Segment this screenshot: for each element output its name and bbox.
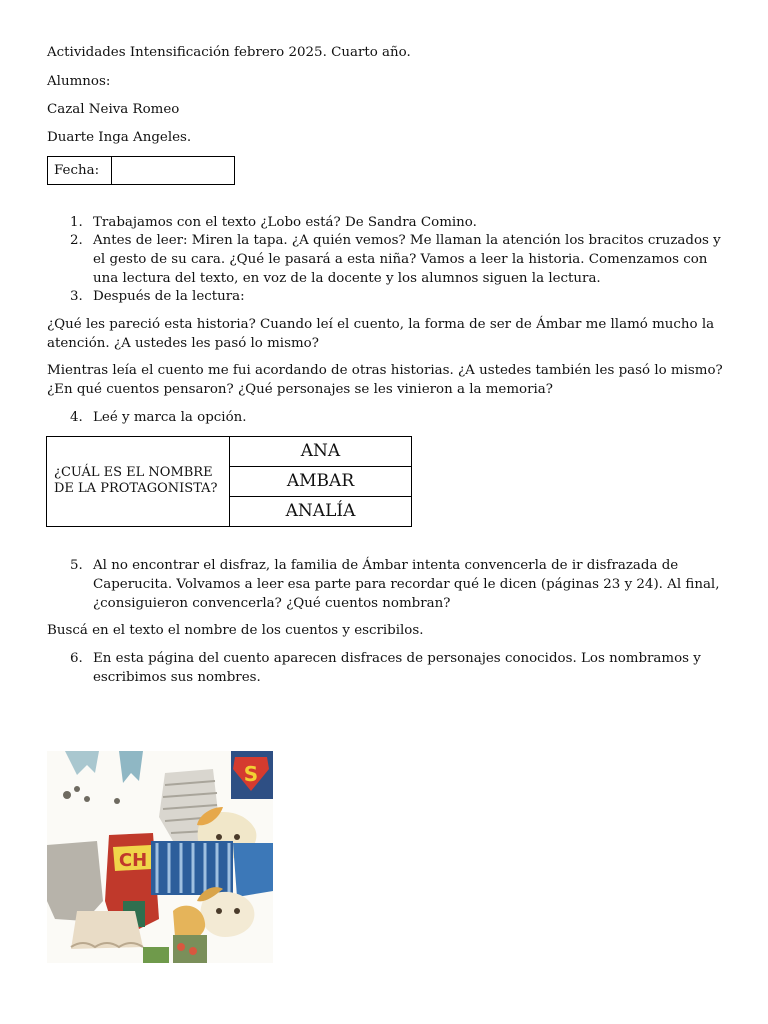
- list-text: Leé y marca la opción.: [93, 410, 247, 425]
- list-number: 1.: [70, 215, 83, 230]
- options-column: [230, 437, 411, 526]
- option-analia[interactable]: ANALÍA: [285, 501, 356, 521]
- list-number: 2.: [70, 233, 83, 248]
- list-text: Al no encontrar el disfraz, la familia de Ámbar intenta convencerla de ir disfrazada de Caperucita. Volvamos a leer esa parte para recordar qué le dicen (páginas 23 y 24). Al final, ¿consiguieron convencerla? ¿Qué cuentos nombran?: [93, 558, 720, 611]
- list-number: 4.: [70, 410, 83, 425]
- paragraph-reflection: ¿Qué les pareció esta historia? Cuando leí el cuento, la forma de ser de Ámbar me llamó mucho la atención. ¿A ustedes les pasó lo mismo?: [47, 317, 715, 351]
- list-number: 6.: [70, 651, 83, 666]
- list-number: 3.: [70, 289, 83, 304]
- student-name-1: Cazal Neiva Romeo: [47, 102, 180, 117]
- date-box: [47, 156, 235, 185]
- option-ambar[interactable]: AMBAR: [230, 467, 411, 497]
- document-title: Actividades Intensificación febrero 2025. Cuarto año.: [47, 45, 411, 60]
- list-text: En esta página del cuento aparecen disfraces de personajes conocidos. Los nombramos y escribimos sus nombres.: [93, 651, 701, 685]
- list-text: Después de la lectura:: [93, 289, 245, 304]
- list-number: 5.: [70, 558, 83, 573]
- paragraph-instruction: Buscá en el texto el nombre de los cuentos y escribilos.: [47, 623, 424, 638]
- paragraph-memories: Mientras leía el cuento me fui acordando de otras historias. ¿A ustedes también les pasó lo mismo? ¿En qué cuentos pensaron? ¿Qué personajes se les vinieron a la memoria?: [47, 363, 723, 397]
- costumes-illustration: [47, 751, 273, 963]
- question-table: [46, 436, 412, 527]
- date-field[interactable]: [112, 157, 234, 184]
- superman-emblem: S: [243, 762, 259, 786]
- list-text: Trabajamos con el texto ¿Lobo está? De Sandra Comino.: [93, 215, 477, 230]
- chapulin-emblem: CH: [118, 850, 148, 871]
- list-text: Antes de leer: Miren la tapa. ¿A quién vemos? Me llaman la atención los bracitos cruzados y el gesto de su cara. ¿Qué le pasará a esta niña? Vamos a leer la historia. Comenzamos con una lectura del texto, en voz de la docente y los alumnos siguen la lectura.: [93, 233, 721, 286]
- question-cell: ¿CUÁL ES EL NOMBRE DE LA PROTAGONISTA?: [47, 437, 230, 526]
- student-name-2: Duarte Inga Angeles.: [47, 130, 192, 145]
- students-label: Alumnos:: [47, 74, 111, 89]
- date-label: Fecha:: [48, 157, 112, 184]
- option-ana[interactable]: ANA: [230, 437, 411, 467]
